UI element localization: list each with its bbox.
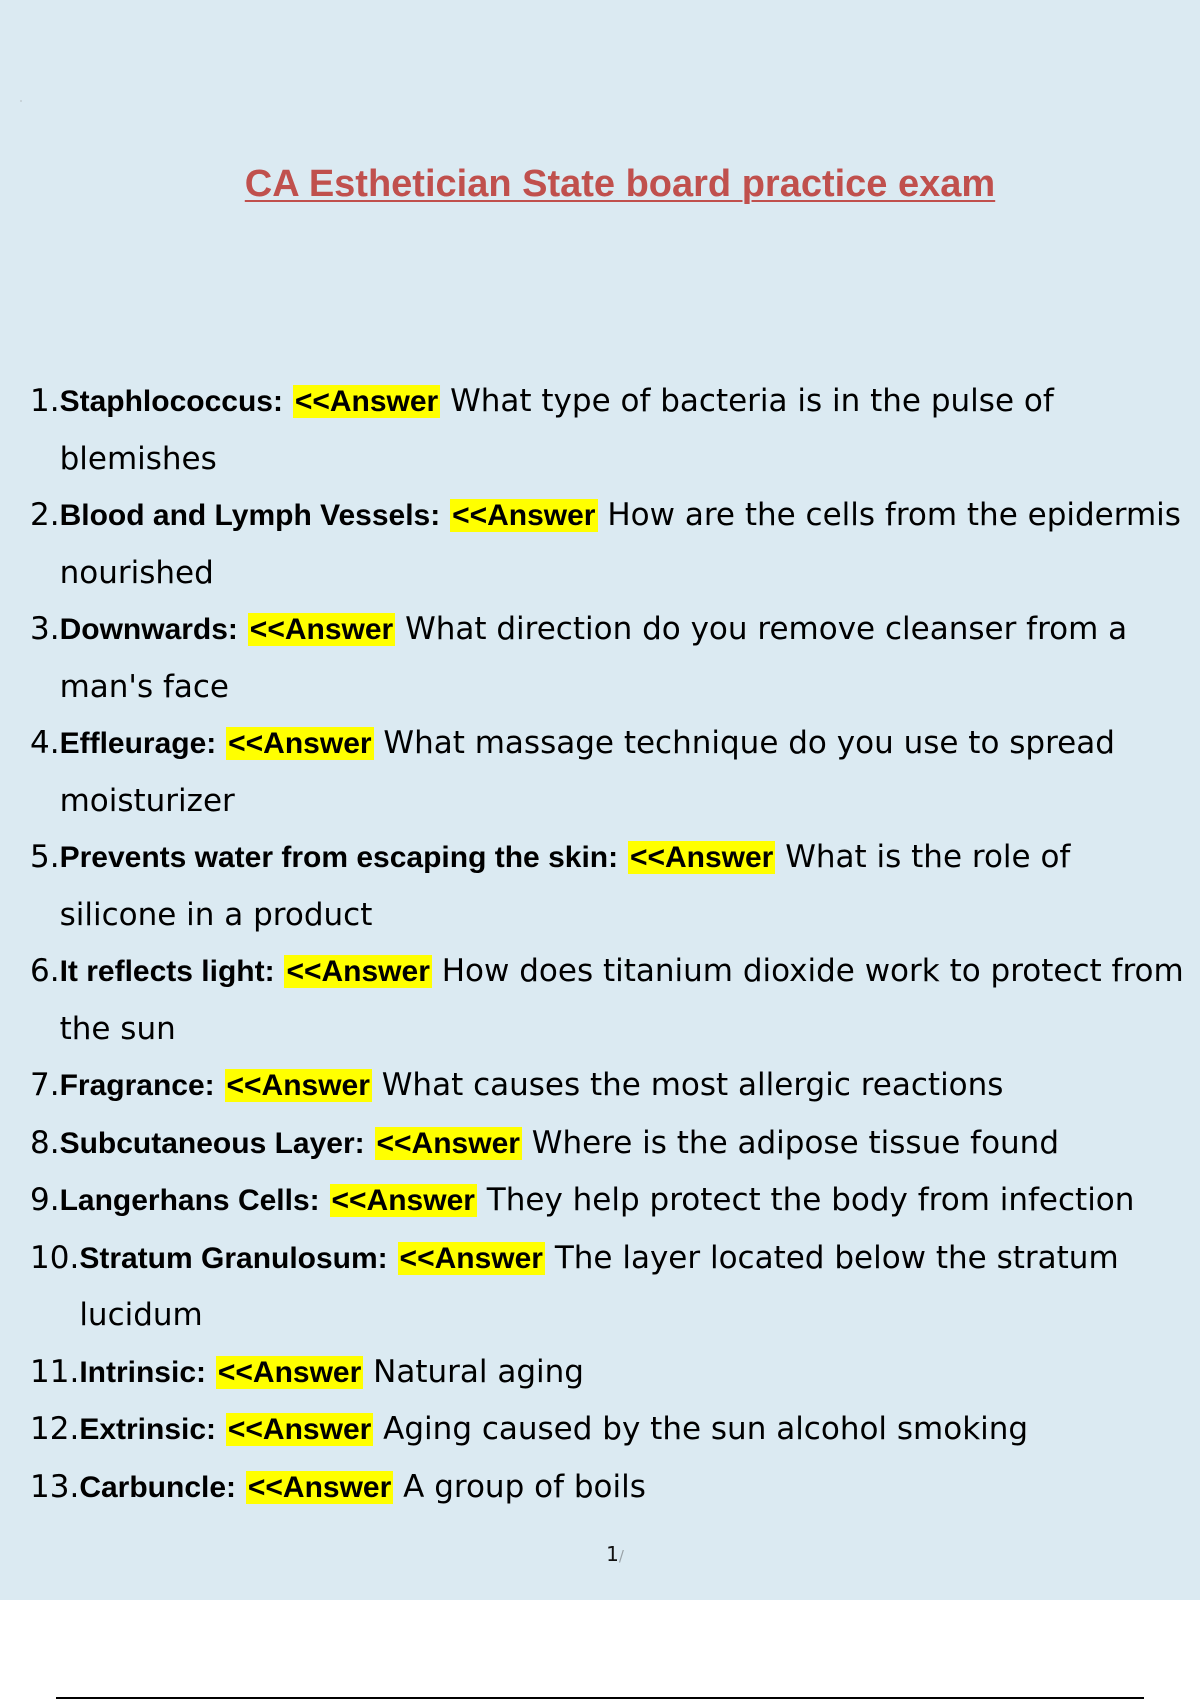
answer-tag: <<Answer — [227, 1413, 372, 1446]
question-list — [30, 373, 1190, 1516]
item-body — [79, 1401, 1190, 1459]
item-number: 11. — [30, 1353, 80, 1390]
item-question: What type of bacteria is in the pulse of blemishes — [59, 383, 1054, 477]
item-number: 1. — [30, 383, 60, 419]
list-item — [30, 601, 1190, 715]
item-term: It reflects light: — [59, 955, 275, 988]
item-term: Staphlococcus: — [59, 385, 283, 418]
page-title: CA Esthetician State board practice exam — [244, 163, 996, 205]
item-body — [60, 829, 1190, 943]
item-number: 8. — [30, 1124, 60, 1161]
list-item — [30, 715, 1190, 829]
item-body — [60, 715, 1190, 829]
item-body — [60, 1172, 1190, 1230]
page-number — [0, 1540, 1200, 1570]
item-number: 7. — [30, 1067, 60, 1103]
list-item — [30, 1115, 1190, 1173]
item-question: Where is the adipose tissue found — [531, 1124, 1060, 1161]
item-question: How are the cells from the epidermis nourished — [59, 497, 1181, 591]
item-term: Intrinsic: — [79, 1355, 206, 1389]
list-item — [30, 1401, 1190, 1459]
item-number: 2. — [30, 497, 60, 533]
item-term: Carbuncle: — [79, 1470, 237, 1504]
item-number: 12. — [30, 1411, 80, 1447]
item-question: How does titanium dioxide work to protect from the sun — [59, 953, 1184, 1047]
item-body — [60, 601, 1190, 715]
item-body — [79, 1230, 1190, 1344]
page-number-value: 1 — [606, 1542, 619, 1566]
list-item — [30, 1344, 1190, 1402]
list-item — [30, 1230, 1190, 1344]
item-question: What direction do you remove cleanser from a man's face — [59, 611, 1128, 705]
item-term: Extrinsic: — [79, 1413, 217, 1446]
item-question: What is the role of silicone in a product — [59, 839, 1071, 933]
footer-rule — [56, 1697, 1144, 1699]
answer-tag: <<Answer — [249, 613, 394, 646]
item-body — [60, 1057, 1190, 1115]
answer-tag: <<Answer — [286, 955, 430, 988]
item-term: Langerhans Cells: — [59, 1184, 320, 1217]
answer-tag: <<Answer — [226, 1069, 370, 1102]
item-body — [60, 487, 1190, 601]
list-item — [30, 1057, 1190, 1115]
item-body — [60, 1115, 1190, 1173]
item-number: 10. — [30, 1239, 80, 1276]
list-item — [30, 943, 1190, 1057]
item-question: A group of boils — [403, 1468, 646, 1505]
item-question: Natural aging — [373, 1353, 584, 1390]
item-body — [60, 943, 1190, 1057]
item-question: What massage technique do you use to spread moisturizer — [59, 725, 1115, 819]
item-body — [60, 373, 1190, 487]
item-term: Downwards: — [59, 613, 238, 646]
answer-tag: <<Answer — [294, 385, 439, 418]
item-number: 3. — [30, 611, 60, 647]
item-term: Fragrance: — [59, 1069, 215, 1102]
answer-tag: <<Answer — [228, 727, 372, 760]
list-item — [30, 829, 1190, 943]
answer-tag: <<Answer — [217, 1355, 362, 1389]
list-item — [30, 373, 1190, 487]
item-number: 5. — [30, 839, 60, 875]
answer-tag: <<Answer — [399, 1241, 543, 1275]
item-question: What causes the most allergic reactions — [381, 1067, 1004, 1103]
answer-tag: <<Answer — [629, 841, 774, 874]
item-number: 6. — [30, 953, 60, 989]
item-number: 13. — [30, 1468, 80, 1505]
item-body — [79, 1459, 1190, 1517]
corner-mark — [20, 100, 22, 102]
item-term: Blood and Lymph Vessels: — [59, 499, 441, 532]
item-number: 9. — [30, 1182, 60, 1218]
list-item — [30, 1459, 1190, 1517]
answer-tag: <<Answer — [452, 499, 596, 532]
list-item — [30, 1172, 1190, 1230]
item-question: The layer located below the stratum lucidum — [79, 1239, 1119, 1333]
answer-tag: <<Answer — [247, 1470, 392, 1504]
answer-tag: <<Answer — [331, 1184, 475, 1217]
item-term: Stratum Granulosum: — [79, 1241, 388, 1275]
answer-tag: <<Answer — [376, 1126, 520, 1160]
item-term: Prevents water from escaping the skin: — [59, 841, 619, 874]
item-number: 4. — [30, 725, 60, 761]
item-question: Aging caused by the sun alcohol smoking — [383, 1411, 1029, 1447]
list-item — [30, 487, 1190, 601]
page-number-suffix: / — [618, 1547, 624, 1565]
item-term: Effleurage: — [59, 727, 217, 760]
item-term: Subcutaneous Layer: — [59, 1126, 365, 1160]
item-question: They help protect the body from infection — [486, 1182, 1135, 1218]
item-body — [79, 1344, 1190, 1402]
